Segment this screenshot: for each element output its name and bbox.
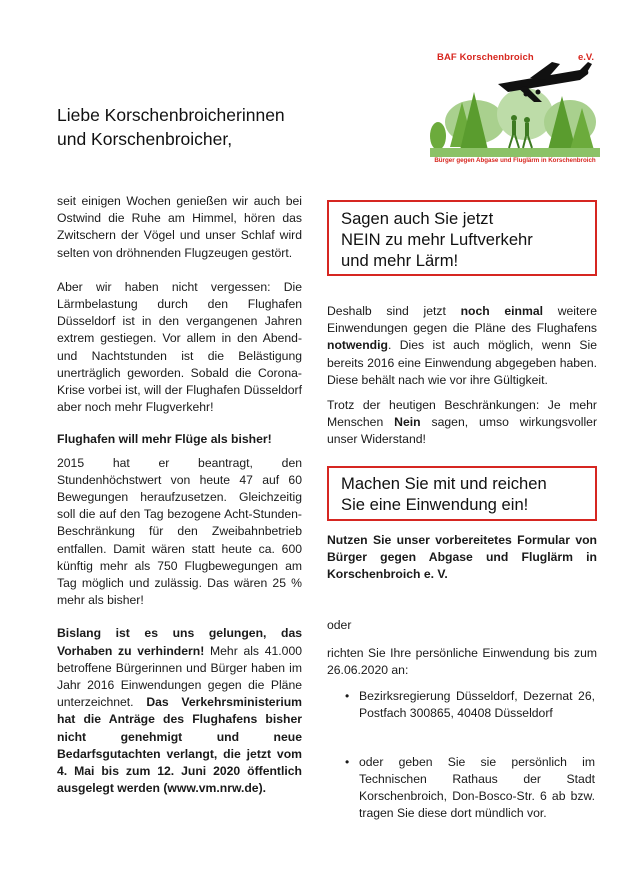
left-paragraph-4-bold-2: Das Verkehrsministerium hat die Anträge des Flughafens bisher nicht genehmigt und neue Bedarfsgutachten verlangt, die jetzt vom 4. Mai bis zum 12. Juni 2020 öffentlich ausgelegt werden (www.vm.nrw.de). bbox=[57, 695, 302, 796]
callout-box-nein bbox=[327, 200, 597, 276]
baf-logo bbox=[430, 52, 600, 170]
left-column bbox=[57, 193, 302, 798]
right-paragraph-1 bbox=[327, 303, 597, 389]
left-paragraph-3: 2015 hat er beantragt, den Stundenhöchstwert von heute 47 auf 60 Bewegungen heraufzusetzen. Gleichzeitig soll die auf den Tag bezogene Acht-Stunden-Beschränkung für den Zweibahnbetrieb entfallen. Damit wären statt heute ca. 600 künftig mehr als 750 Flugbewegungen am Tag möglich und zulässig. Das wären 25 % mehr als bisher! bbox=[57, 455, 302, 608]
right-p1-bold-1: noch einmal bbox=[460, 304, 543, 318]
bullet-item-bezirksregierung bbox=[345, 688, 595, 722]
logo-illustration bbox=[430, 62, 600, 157]
right-column-lower bbox=[327, 532, 597, 822]
greeting-line-2: und Korschenbroicher, bbox=[57, 129, 233, 149]
callout-box-einwendung bbox=[327, 466, 597, 521]
left-paragraph-4-text: Mehr als 41.000 betroffene Bürgerinnen und Bürger haben im Jahr 2016 Einwendungen gegen die Pläne unterzeichnet. bbox=[57, 643, 302, 710]
bullet-dot-icon: • bbox=[345, 689, 350, 704]
callout-1-line-1: Sagen auch Sie jetzt bbox=[341, 209, 494, 228]
right-p2-text-b: sagen, umso wirkungsvoller unser Widerstand! bbox=[327, 415, 597, 447]
greeting-heading bbox=[57, 103, 357, 151]
left-subheading: Flughafen will mehr Flüge als bisher! bbox=[57, 432, 272, 447]
bullet-dot-icon: • bbox=[345, 754, 350, 769]
bullet-item-rathaus bbox=[345, 754, 595, 823]
right-p1-bold-2: notwendig bbox=[327, 338, 388, 353]
callout-2-line-2: Sie eine Einwendung ein! bbox=[341, 495, 529, 514]
callout-2-line-1: Machen Sie mit und reichen bbox=[341, 474, 547, 493]
right-paragraph-3: Nutzen Sie unser vorbereitetes Formular von Bürger gegen Abgase und Fluglärm in Korschenbroich e. V. bbox=[327, 533, 597, 582]
callout-1-line-3: und mehr Lärm! bbox=[341, 251, 459, 270]
bullet-1-text: Bezirksregierung Düsseldorf, Dezernat 26, Postfach 300865, 40408 Düsseldorf bbox=[359, 689, 595, 721]
left-paragraph-2: Aber wir haben nicht vergessen: Die Lärmbelastung durch den Flughafen Düsseldorf ist in den vergangenen Jahren extrem gestiegen. Vor allem in den Abend- und Nachtstunden ist die Belästigung unerträglich geworden. Sobald die Corona-Krise vorbei ist, will der Flughafen Düsseldorf aber noch mehr Flugverkehr! bbox=[57, 279, 302, 415]
left-paragraph-4-bold: Bislang ist es uns gelungen, das Vorhaben zu verhindern! bbox=[57, 626, 302, 658]
left-paragraph-1: seit einigen Wochen genießen wir auch bei Ostwind die Ruhe am Himmel, hören das Zwitschern der Vögel und unser Schlaf wird selten von dröhnenden Flugzeugen gestört. bbox=[57, 194, 302, 260]
right-p1-text-b: weitere Einwendungen gegen die Pläne des Flughafens bbox=[327, 304, 598, 336]
right-paragraph-2 bbox=[327, 397, 597, 449]
bullet-2-text: oder geben Sie sie persönlich im Technischen Rathaus der Stadt Korschenbroich, Don-Bosco-Str. 6 ab bzw. tragen Sie diese dort mündlich vor. bbox=[359, 754, 595, 821]
right-paragraph-4: richten Sie Ihre persönliche Einwendung bis zum 26.06.2020 an: bbox=[327, 645, 597, 678]
right-p1-text-a: Deshalb sind jetzt bbox=[327, 304, 446, 318]
left-paragraph-4 bbox=[57, 625, 302, 797]
callout-1-line-2: NEIN zu mehr Luftverkehr bbox=[341, 230, 533, 249]
right-p2-bold: Nein bbox=[394, 415, 421, 430]
right-p1-text-c: . Dies ist auch möglich, wenn Sie bereits 2016 eine Einwendung abgegeben haben. Diese behält nach wie vor ihre Gültigkeit. bbox=[327, 338, 597, 387]
greeting-line-1: Liebe Korschenbroicherinnen bbox=[57, 105, 285, 125]
logo-ev: e.V. bbox=[577, 52, 594, 63]
right-column-upper bbox=[327, 303, 597, 449]
right-p2-text-a: Trotz der heutigen Beschränkungen: Je mehr Menschen bbox=[327, 398, 597, 430]
logo-title: BAF Korschenbroich bbox=[437, 52, 534, 63]
oder-text: oder bbox=[327, 617, 352, 632]
logo-subtitle: Bürger gegen Abgase und Fluglärm in Korschenbroich bbox=[434, 157, 596, 164]
